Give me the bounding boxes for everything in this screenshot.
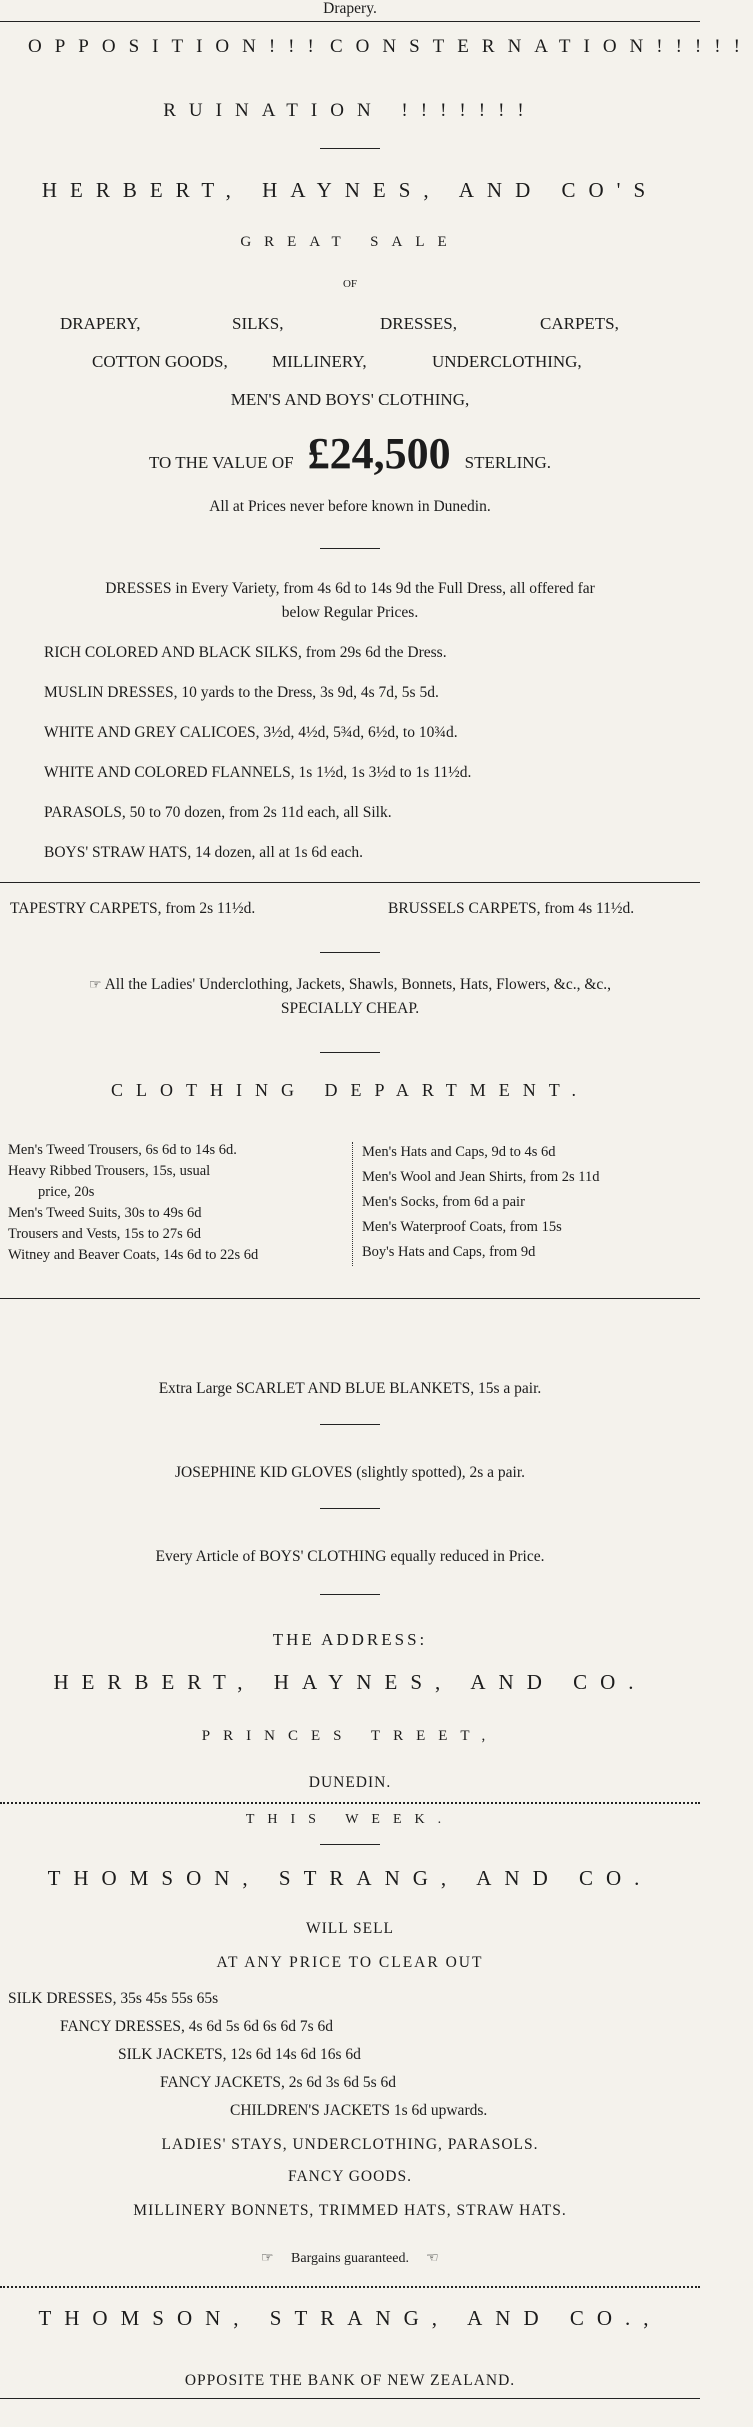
column-divider	[352, 1142, 353, 1266]
ladies-line	[0, 976, 700, 994]
divider-7	[320, 1424, 380, 1425]
childrens-jackets: CHILDREN'S JACKETS 1s 6d upwards.	[230, 2102, 488, 2119]
great-sale: GREAT SALE	[240, 234, 460, 250]
section-header: Drapery.	[323, 0, 377, 17]
ad-separator	[0, 1802, 700, 1804]
category-cotton-goods: COTTON GOODS,	[92, 352, 228, 371]
ladies-text: All the Ladies' Underclothing, Jackets, Shawls, Bonnets, Hats, Flowers, &c., &c.,	[104, 976, 612, 993]
divider-9	[320, 1594, 380, 1595]
item-calicoes: WHITE AND GREY CALICOES, 3½d, 4½d, 5¾d, 6½d, to 10¾d.	[44, 724, 458, 741]
opposite-bank: OPPOSITE THE BANK OF NEW ZEALAND.	[184, 2372, 516, 2389]
category-mens-boys-clothing: MEN'S AND BOYS' CLOTHING,	[230, 390, 470, 409]
street: PRINCES TREET,	[201, 1728, 499, 1744]
divider-11	[0, 2286, 700, 2288]
value-prefix: TO THE VALUE OF	[148, 453, 294, 472]
divider-5	[320, 1052, 380, 1053]
address-label: THE ADDRESS:	[272, 1630, 428, 1649]
category-carpets: CARPETS,	[540, 314, 619, 333]
firm-thomson-footer: THOMSON, STRANG, AND CO.,	[38, 2306, 662, 2330]
category-millinery: MILLINERY,	[272, 352, 367, 371]
divider-10	[320, 1844, 380, 1845]
pointing-hand-icon: ☞	[260, 2251, 274, 2266]
silk-dresses: SILK DRESSES, 35s 45s 55s 65s	[8, 1990, 219, 2007]
firm-address: HERBERT, HAYNES, AND CO.	[53, 1670, 647, 1694]
category-underclothing: UNDERCLOTHING,	[432, 352, 582, 371]
boys-clothing: Every Article of BOYS' CLOTHING equally reduced in Price.	[155, 1548, 545, 1565]
kid-gloves: JOSEPHINE KID GLOVES (slightly spotted), 2s a pair.	[174, 1464, 526, 1481]
clothing-item: Men's Tweed Suits, 30s to 49s 6d	[8, 1205, 202, 1221]
clothing-item: Men's Socks, from 6d a pair	[362, 1194, 525, 1210]
fancy-goods: FANCY GOODS.	[288, 2168, 412, 2185]
item-dresses-cont: below Regular Prices.	[281, 604, 419, 621]
item-muslin: MUSLIN DRESSES, 10 yards to the Dress, 3s 9d, 4s 7d, 5s 5d.	[44, 684, 439, 701]
pointing-hand-icon: ☞	[426, 2251, 440, 2266]
category-drapery: DRAPERY,	[60, 314, 141, 333]
clothing-item: Boy's Hats and Caps, from 9d	[362, 1244, 536, 1260]
clothing-department-heading: CLOTHING DEPARTMENT.	[111, 1080, 589, 1100]
millinery-line: MILLINERY BONNETS, TRIMMED HATS, STRAW HATS.	[133, 2202, 567, 2219]
divider-3	[0, 882, 700, 883]
brussels-carpets: BRUSSELS CARPETS, from 4s 11½d.	[388, 900, 635, 917]
headline-ruination: RUINATION !!!!!!!	[163, 100, 537, 121]
value-amount: £24,500	[307, 429, 451, 478]
pointing-hand-icon: ☞	[88, 978, 102, 993]
bargains-line	[0, 2250, 700, 2267]
fancy-jackets: FANCY JACKETS, 2s 6d 3s 6d 5s 6d	[160, 2074, 396, 2091]
fancy-dresses: FANCY DRESSES, 4s 6d 5s 6d 6s 6d 7s 6d	[60, 2018, 334, 2035]
firm-thomson: THOMSON, STRANG, AND CO.	[47, 1866, 653, 1890]
clothing-item: Men's Tweed Trousers, 6s 6d to 14s 6d.	[8, 1142, 237, 1158]
clothing-right-column	[362, 1140, 700, 1265]
bargains-text: Bargains guaranteed.	[291, 2251, 409, 2266]
value-suffix: STERLING.	[464, 453, 552, 472]
clothing-item: Men's Waterproof Coats, from 15s	[362, 1219, 562, 1235]
item-straw-hats: BOYS' STRAW HATS, 14 dozen, all at 1s 6d each.	[44, 844, 363, 861]
divider-8	[320, 1508, 380, 1509]
clothing-item: Trousers and Vests, 15s to 27s 6d	[8, 1226, 201, 1242]
header-divider	[0, 21, 700, 22]
clothing-item: Heavy Ribbed Trousers, 15s, usual	[8, 1163, 211, 1179]
of-label: OF	[342, 278, 358, 290]
will-sell: WILL SELL	[305, 1920, 395, 1937]
item-silks: RICH COLORED AND BLACK SILKS, from 29s 6d the Dress.	[44, 644, 447, 661]
city: DUNEDIN.	[308, 1774, 392, 1791]
headline-consternation: CONSTERNATION!!!!!	[330, 36, 753, 57]
specially-cheap: SPECIALLY CHEAP.	[280, 1000, 420, 1017]
clothing-item: Men's Hats and Caps, 9d to 4s 6d	[362, 1144, 556, 1160]
prices-note: All at Prices never before known in Dunedin.	[209, 498, 491, 515]
firm-name: HERBERT, HAYNES, AND CO'S	[41, 178, 659, 202]
tapestry-carpets: TAPESTRY CARPETS, from 2s 11½d.	[10, 900, 256, 917]
clothing-item: Witney and Beaver Coats, 14s 6d to 22s 6d	[8, 1247, 259, 1263]
item-parasols: PARASOLS, 50 to 70 dozen, from 2s 11d each, all Silk.	[44, 804, 392, 821]
divider-6	[0, 1298, 700, 1299]
ladies-stays: LADIES' STAYS, UNDERCLOTHING, PARASOLS.	[161, 2136, 539, 2153]
item-flannels: WHITE AND COLORED FLANNELS, 1s 1½d, 1s 3½d to 1s 11½d.	[44, 764, 472, 781]
this-week: THIS WEEK.	[245, 1812, 455, 1827]
divider-4	[320, 952, 380, 953]
value-line	[0, 428, 700, 479]
headline-opposition: OPPOSITION!!!	[28, 36, 327, 57]
clear-out: AT ANY PRICE TO CLEAR OUT	[216, 1954, 484, 1971]
clothing-item: Men's Wool and Jean Shirts, from 2s 11d	[362, 1169, 600, 1185]
category-silks: SILKS,	[232, 314, 284, 333]
clothing-item: price, 20s	[38, 1184, 95, 1200]
blankets: Extra Large SCARLET AND BLUE BLANKETS, 15s a pair.	[158, 1380, 542, 1397]
item-dresses: DRESSES in Every Variety, from 4s 6d to 14s 9d the Full Dress, all offered far	[105, 580, 595, 597]
clothing-left-column	[8, 1140, 348, 1266]
footer-divider	[0, 2398, 700, 2399]
divider-1	[320, 148, 380, 149]
silk-jackets: SILK JACKETS, 12s 6d 14s 6d 16s 6d	[118, 2046, 361, 2063]
divider-2	[320, 548, 380, 549]
category-dresses: DRESSES,	[380, 314, 457, 333]
